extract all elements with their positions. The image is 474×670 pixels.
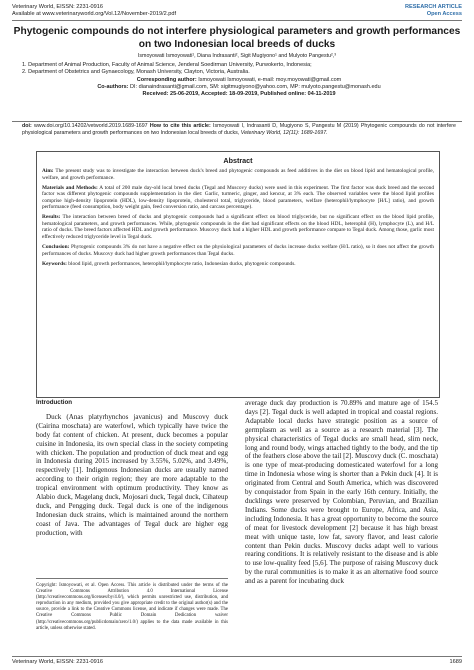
doi-link[interactable]: www.doi.org/10.14202/vetworld.2019.1689-1697: [33, 123, 148, 129]
article-type: RESEARCH ARTICLE: [405, 4, 462, 10]
intro-paragraph-left: Duck (Anas platyrhynchos javanicus) and Muscovy duck (Cairina moschata) are waterfowl, which typically have twice the body fat content of chicken. At present, duck becomes a popular cuisine in Indonesia, its own special class in the society competing with chicken. The population and production of duck meat and egg in Indonesia during 2015 increased by 3.55%, 5.02%, and 3.49%, respectively [1]. Indigenous Indonesian ducks are usually named according to their origin region; they are more adaptable to the tropical environment with optimum productivity. They know as Alabio duck, Magelang duck, Mojosari duck, Tegal duck, Cihateup duck, and Pengging duck. Tegal duck is one of the indigenous Indonesian duck strains, which is maintained around the northern coast of Java. The advantages of Tegal duck are higher egg production, with: [36, 412, 228, 537]
available-at-link[interactable]: Available at www.veterinaryworld.org/Vol.12/November-2019/2.pdf: [12, 11, 177, 18]
paper-title: Phytogenic compounds do not interfere physiological parameters and growth performances on two Indonesian local breeds of ducks: [13, 26, 461, 50]
footer-divider: [12, 656, 462, 657]
corresponding-author: Corresponding author: Ismoyowati Ismoyowati, e-mail: moy.moyowati@gmail.com: [136, 76, 342, 83]
abstract-box: [36, 151, 440, 398]
co-authors: Co-authors: DI: dianaindrasanti@gmail.com, SM: sigitmugiyono@yahoo.com, MP: mulyoto.pangestu@monash.edu: [97, 83, 381, 90]
right-column: [245, 399, 438, 586]
abstract-results: Results: The interaction between breed of ducks and phytogenic compounds had a significant effect on blood triglyceride, but no significant effect on the blood lipid profile, hematological parameters, and growth performances. While, phytogenic compounds in the diet had significant effects on the blood HDL, heterophil (H), lymphocyte (L), and H/L ratio of ducks. The breed factors affected HDL and growth performance. Muscovy duck had a higher HDL and growth performance compare to Tegal duck. Among those, garlic most effectively reduced triglyceride level in Tegal duck.: [42, 214, 434, 240]
journal-issn: Veterinary World, EISSN: 2231-0916: [12, 4, 103, 10]
footer-journal: Veterinary World, EISSN: 2231-0916: [12, 659, 103, 665]
affiliation-2: 2. Department of Obstetrics and Gynaecology, Monash University, Clayton, Victoria, Australia.: [22, 69, 250, 76]
journal-header: [12, 4, 176, 18]
dates-line: Received: 25-06-2019, Accepted: 18-09-2019, Published online: 04-11-2019: [142, 91, 336, 98]
cite-divider: [12, 121, 462, 122]
abstract-conclusion: Conclusion: Phytogenic compounds 3% do not have a negative effect on the physiological parameters of ducks increase ducks welfare (H/L ratio), so it does not affect the growth performances of ducks. Muscovy duck had higher growth performances than Tegal ducks.: [42, 243, 434, 257]
article-type-header: [405, 4, 462, 18]
abstract-keywords: Keywords: blood lipid, growth performances, heterophil/lymphocyte ratio, Indonesian ducks, phytogenic compounds.: [42, 260, 296, 267]
affiliations: [22, 62, 456, 98]
open-access-badge: Open Access: [426, 11, 462, 18]
abstract-aim: Aim: The present study was to investigate the interaction between duck's breed and phytogenic compounds as feed additives in the diet on blood lipid and hematological profile, welfare, and growth performance.: [42, 168, 434, 181]
intro-paragraph-right: average duck day production is 70.89% and mature age of 154.5 days [2]. Tegal duck is well adapted in tropical and coastal regions. Adaptable local ducks have strategic position as a source of germplasm as well as a source as a research material [3]. The physical characteristics of Tegal ducks are small head, slim neck, long and round body, wings attached tightly to the body, and the tip of the feathers close above the tail [2]. Muscovy duck (C. moschata) is one type of meat-producing domesticated waterfowl for a long time in Indonesia whose wing is shorter than a Pekin duck [4]. It is originated from Central and South America, which was discovered by conquistador from Spain in the early 16th century. Initially, the ducklings were preserved by Colombian, Peruvian, and Brazilian Indians. Some ducks were brought to Europe, Africa, and Asia, including Indonesia. It has a great opportunity to become the source of meat for livestock development [2] because it has high breast meat with unique taste, low fat, savory flavor, and least calorie content than Pekin ducks. Muscovy ducks adapt well to various rearing conditions. It is relatively resistant to the disease and is able to use low-quality feed [5,6]. The purpose of raising Muscovy duck by the rural communities is to make it as an alternative food source and as a parent for incubating duck: [245, 399, 438, 586]
abstract-heading: Abstract: [223, 156, 253, 165]
citation-block: doi: www.doi.org/10.14202/vetworld.2019.1689-1697 How to cite this article: Ismoyowati I, Indrasanti D, Mugiyono S, Pangestu M (2019) Phytogenic compounds do not interfere physiological parameters and growth performances on two Indonesian local breeds of ducks, Veterinary World, 12(11): 1689-1697.: [22, 123, 456, 137]
copyright-notice: Copyright: Ismoyowati, et al. Open Access. This article is distributed under the terms of the Creative Commons Attribution 4.0 International License (http://creativecommons.org/licenses/by/4.0/), which permits unrestricted use, distribution, and reproduction in any medium, provided you give appropriate credit to the original author(s) and the source, provide a link to the Creative Commons license, and indicate if changes were made. The Creative Commons Public Domain Dedication waiver (http://creativecommons.org/publicdomain/zero/1.0/) applies to the data made available in this article, unless otherwise stated.: [36, 578, 228, 632]
page-number: 1689: [449, 659, 462, 665]
introduction-heading: Introduction: [36, 399, 73, 406]
author-list: Ismoyowati Ismoyowati¹, Diana Indrasanti², Sigit Mugiyono¹ and Mulyoto Pangestu²,³: [137, 53, 337, 59]
left-column: [36, 399, 228, 538]
affiliation-1: 1. Department of Animal Production, Faculty of Animal Science, Jenderal Soedirman University, Purwokerto, Indonesia;: [22, 62, 312, 68]
abstract-methods: Materials and Methods: A total of 200 male day-old local breed ducks (Tegal and Muscovy ducks) were used in this experiment. The first factor was duck breed and the second factor was different phytogenic compounds supplementation in the diet: Garlic, turmeric, ginger, and kencur, at 3% each. The observed variables were the blood lipid profiles comprise high-density lipoprotein (HDL), low-density lipoprotein, cholesterol total, triglyceride, blood parameters, welfare (heterophil/lymphocyte [H/L] ratio), and growth performance (feed consumption, body weight gain, feed conversion ratio, and carcass percentage).: [42, 184, 435, 211]
header-divider: [12, 20, 462, 21]
